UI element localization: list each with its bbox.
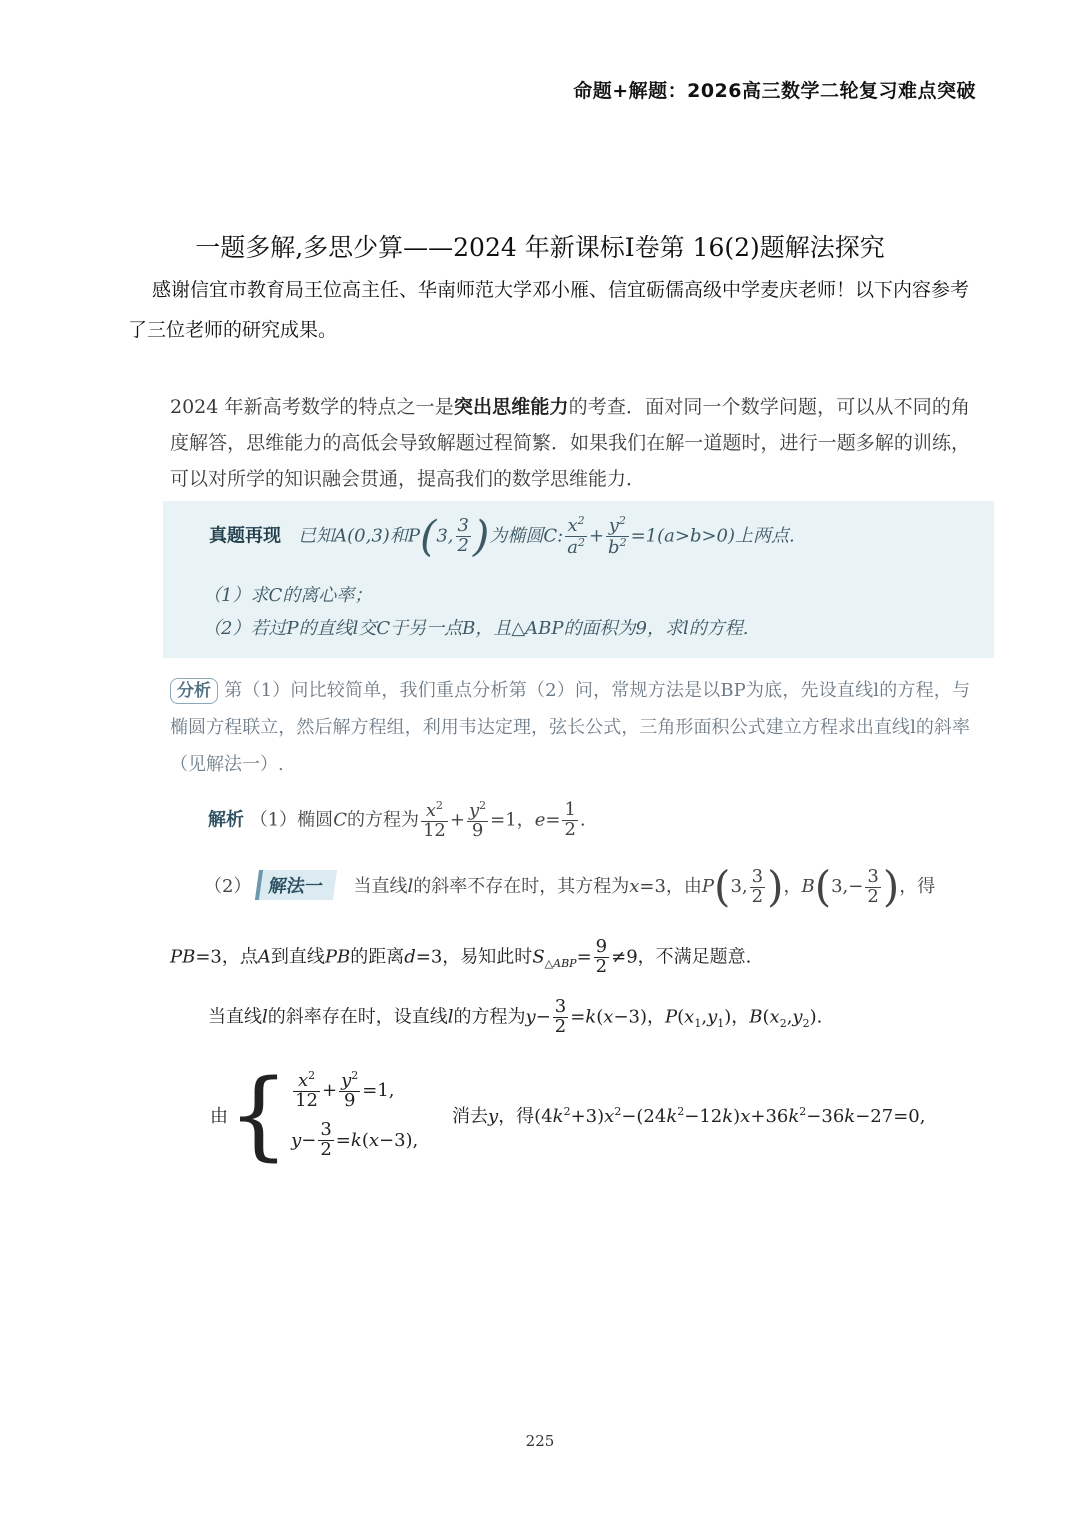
solution-line-slope: 当直线l的斜率存在时，设直线l的方程为y− $\frac{3}{2}$ =k(x−3)，$P(x_1,y_1)$，$B(x_2,y_2)$.: [208, 996, 823, 1037]
left-brace: {: [228, 1059, 290, 1171]
running-header: 命题+解题：2026高三数学二轮复习难点突破: [573, 80, 976, 102]
problem-part-2: （2）若过P的直线l交C于另一点B，且△ABP的面积为9，求l的方程.: [203, 618, 749, 639]
solution-part-1: 解析 （1）椭圆C的方程为 $\frac{x^2}{12}$ + $\frac{y^2}{9}$ =1，e= $\frac{1}{2}$ .: [208, 799, 586, 841]
solution-label: 解析: [208, 809, 244, 831]
intro-emphasis: 突出思维能力: [453, 396, 569, 418]
article-title: 一题多解,多思少算——2024 年新课标I卷第 16(2)题解法探究: [195, 233, 885, 262]
page-number: 225: [525, 1432, 555, 1450]
acknowledgement: 感谢信宜市教育局王位高主任、华南师范大学邓小雁、信宜砺儒高级中学麦庆老师！以下内容参考了三位老师的研究成果。: [128, 279, 970, 341]
equation-system: 由{ $\frac{x^2}{12}$ + $\frac{y^2}{9}$ =1, y − $\frac{3}{2}$ = k ( x −3), 消去y，得$(4k^2+3)x^2-(24k^2-12k)x+36k^2-36k-27=0$,: [210, 1059, 926, 1171]
method-one-label: 解法一: [255, 870, 337, 900]
analysis-badge: 分析: [170, 678, 218, 704]
problem-statement: 真题再现 已知A(0,3)和P(3, $\frac{3}{2}$ )为椭圆C: $\frac{x^2}{a^2}$ + $\frac{y^2}{b^2}$ =1(a>b>0)上两点.: [209, 511, 795, 561]
problem-box: [163, 501, 994, 658]
solution-part-2-start: （2） 解法一 当直线l的斜率不存在时，其方程为x=3，由P(3, $\frac{3}{2}$ )，B(3,− $\frac{3}{2}$ )，得: [204, 862, 936, 911]
solution-line-pb: PB=3，点A到直线PB的距离d=3，易知此时$S_{\triangle ABP}=$ $\frac{9}{2}$ ≠9，不满足题意.: [170, 936, 752, 977]
problem-tag: 真题再现: [209, 525, 281, 547]
intro-paragraph: 2024 年新高考数学的特点之一是突出思维能力的考查．面对同一个数学问题，可以从不同的角度解答，思维能力的高低会导致解题过程简繁．如果我们在解一道题时，进行一题多解的训练，可以对所学的知识融会贯通，提高我们的数学思维能力．: [170, 396, 970, 490]
analysis-paragraph: 分析 第（1）问比较简单，我们重点分析第（2）问，常规方法是以BP为底，先设直线l的方程，与椭圆方程联立，然后解方程组，利用韦达定理，弦长公式，三角形面积公式建立方程求出直线l的斜率（见解法一）.: [170, 680, 970, 775]
problem-part-1: （1）求C的离心率；: [203, 585, 373, 606]
